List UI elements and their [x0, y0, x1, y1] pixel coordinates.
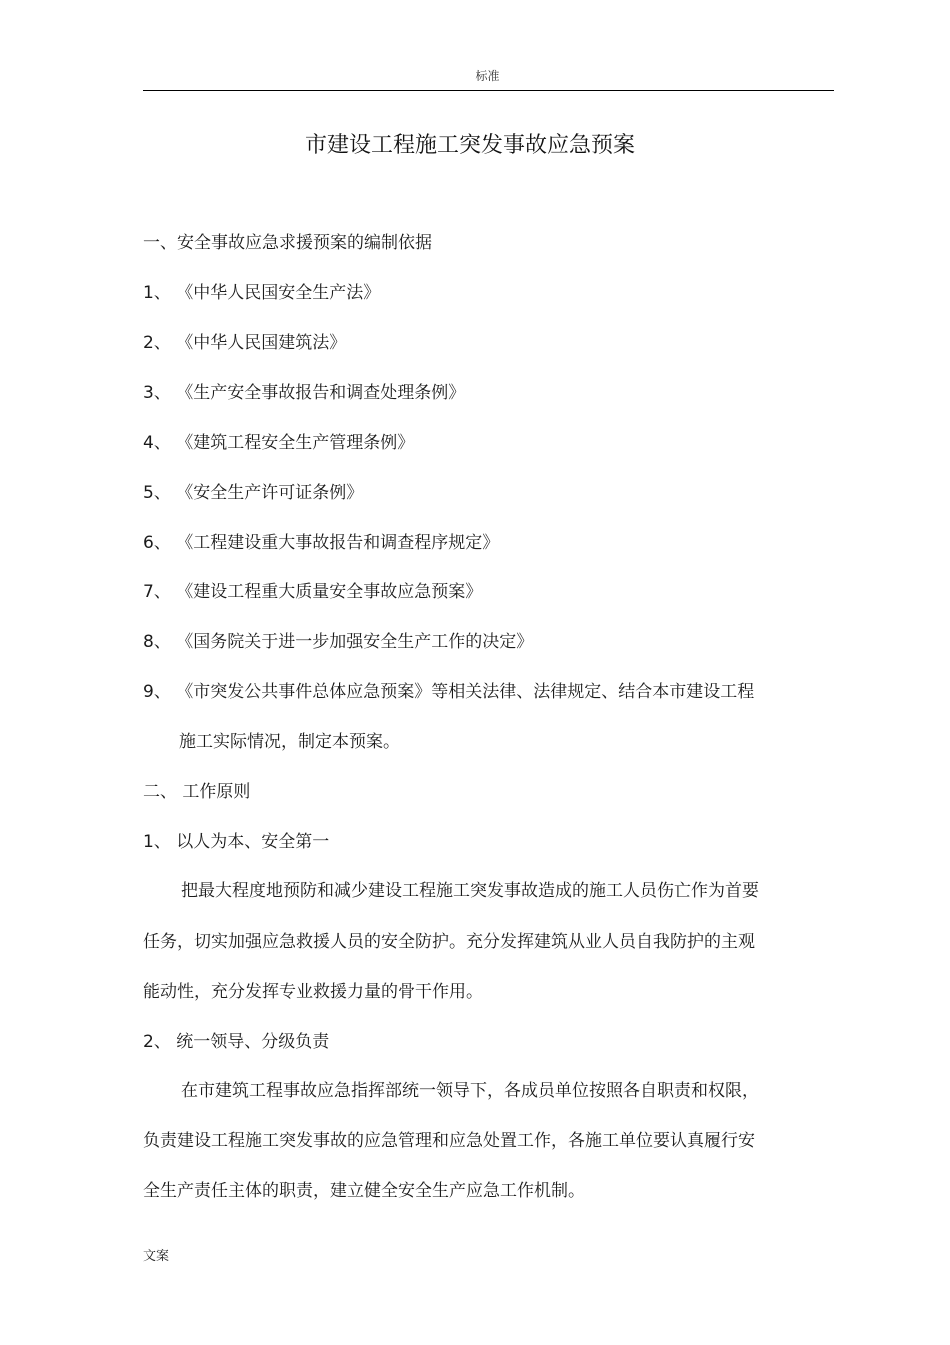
list-item-4: 4、 《建筑工程安全生产管理条例》	[143, 433, 415, 453]
document-title: 市建设工程施工突发事故应急预案	[304, 133, 635, 158]
list-item-1: 1、 《中华人民国安全生产法》	[143, 283, 381, 303]
page-header-text: 标准	[475, 69, 500, 83]
header-rule	[143, 90, 834, 91]
list-item-5: 5、 《安全生产许可证条例》	[143, 483, 364, 503]
principle-heading-1: 1、 以人为本、安全第一	[143, 832, 330, 852]
page-footer-text: 文案	[143, 1249, 170, 1264]
list-item-6: 6、 《工程建设重大事故报告和调查程序规定》	[143, 533, 500, 553]
list-item-3: 3、 《生产安全事故报告和调查处理条例》	[143, 383, 466, 403]
paragraph-line: 在市建筑工程事故应急指挥部统一领导下，各成员单位按照各自职责和权限，	[181, 1081, 759, 1101]
paragraph-line: 负责建设工程施工突发事故的应急管理和应急处置工作，各施工单位要认真履行安	[143, 1131, 755, 1151]
list-item-9: 9、 《市突发公共事件总体应急预案》等相关法律、法律规定、结合本市建设工程	[143, 682, 755, 702]
principle-heading-2: 2、 统一领导、分级负责	[143, 1032, 330, 1052]
list-item-8: 8、 《国务院关于进一步加强安全生产工作的决定》	[143, 632, 534, 652]
section-heading-1: 一、安全事故应急求援预案的编制依据	[143, 233, 432, 253]
list-item-9-continued: 施工实际情况，制定本预案。	[179, 732, 400, 752]
list-item-2: 2、 《中华人民国建筑法》	[143, 333, 347, 353]
section-heading-2: 二、 工作原则	[143, 782, 251, 802]
paragraph-line: 全生产责任主体的职责，建立健全安全生产应急工作机制。	[143, 1181, 585, 1201]
paragraph-line: 任务，切实加强应急救援人员的安全防护。充分发挥建筑从业人员自我防护的主观	[143, 932, 755, 952]
paragraph-line: 把最大程度地预防和减少建设工程施工突发事故造成的施工人员伤亡作为首要	[181, 881, 759, 901]
paragraph-line: 能动性，充分发挥专业救援力量的骨干作用。	[143, 982, 483, 1002]
list-item-7: 7、 《建设工程重大质量安全事故应急预案》	[143, 582, 483, 602]
